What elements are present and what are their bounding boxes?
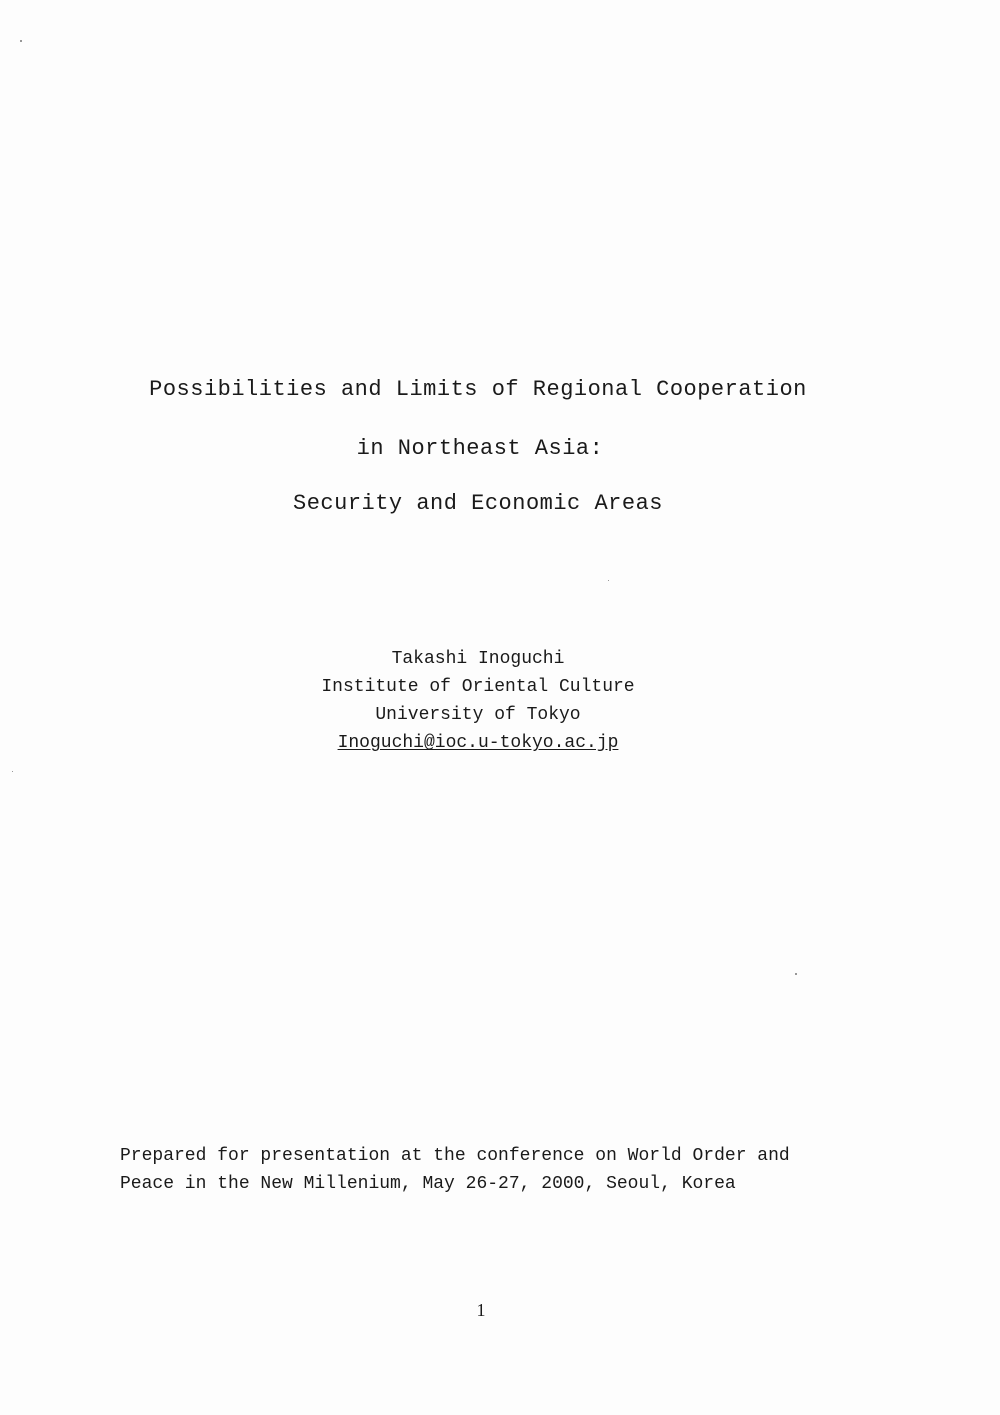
scan-speck — [20, 40, 22, 42]
author-university: University of Tokyo — [375, 705, 581, 725]
scan-speck — [12, 771, 13, 772]
author-affiliation: Institute of Oriental Culture — [321, 677, 635, 697]
author-block — [0, 645, 1000, 757]
document-title-line-1: Possibilities and Limits of Regional Cooperation — [149, 377, 807, 402]
author-email-link[interactable]: Inoguchi@ioc.u-tokyo.ac.jp — [337, 733, 619, 753]
presentation-note — [120, 1142, 880, 1198]
presentation-note-line-2: Peace in the New Millenium, May 26-27, 2000, Seoul, Korea — [120, 1174, 736, 1194]
page-number: 1 — [476, 1300, 486, 1320]
scan-speck — [795, 973, 797, 975]
scan-speck — [608, 580, 609, 581]
document-title-line-3: Security and Economic Areas — [293, 491, 663, 516]
document-title-line-2: in Northeast Asia: — [356, 436, 604, 461]
presentation-note-line-1: Prepared for presentation at the conference on World Order and — [120, 1146, 790, 1166]
author-name: Takashi Inoguchi — [391, 649, 565, 669]
